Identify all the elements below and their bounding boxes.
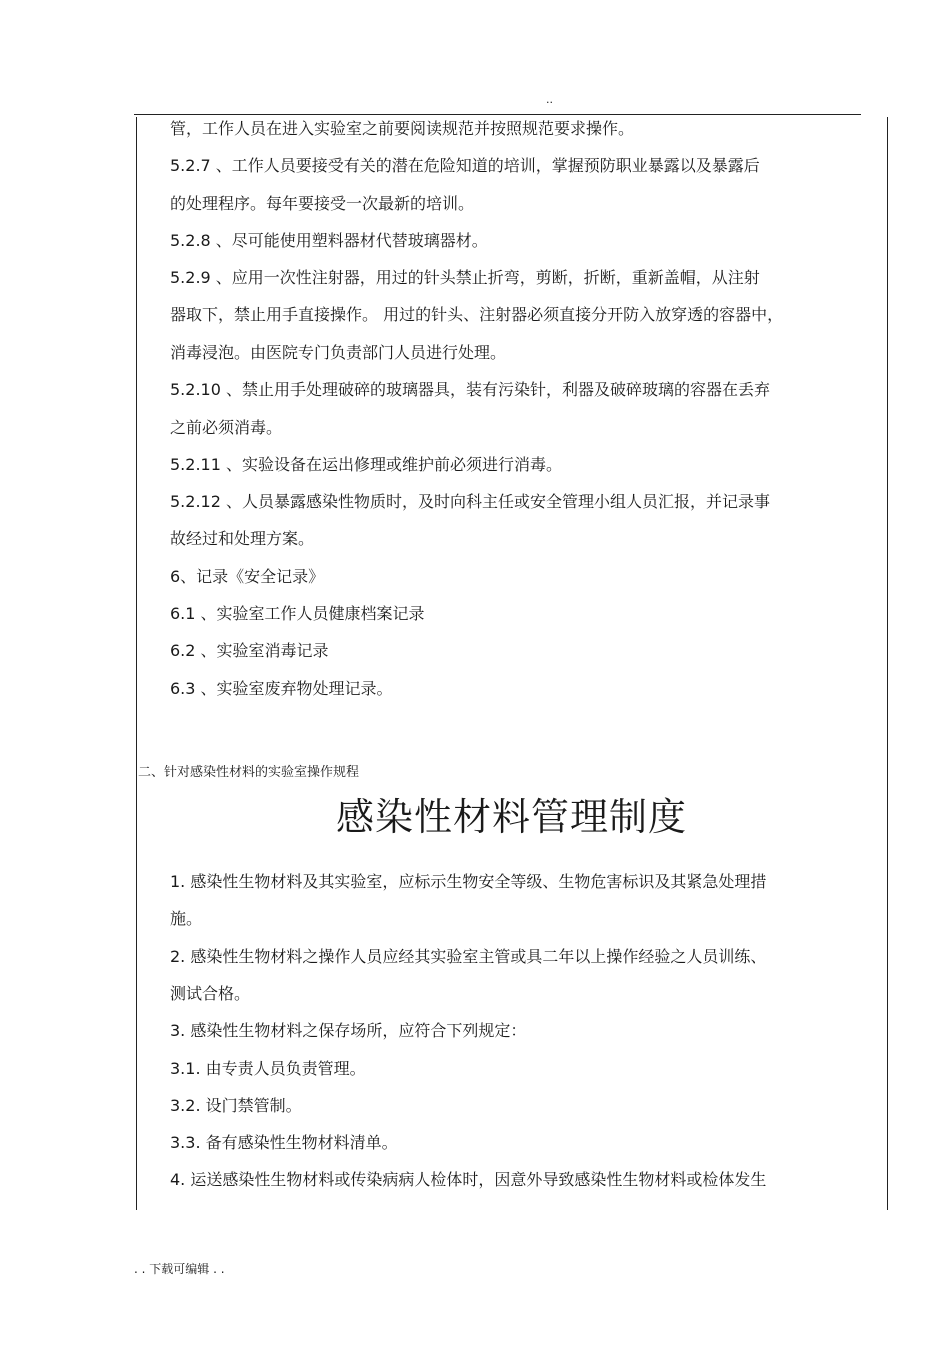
text-line: 6.2 、实验室消毒记录 [170,641,329,660]
text-line: 4. 运送感染性生物材料或传染病病人检体时，因意外导致感染性生物材料或检体发生 [170,1170,767,1189]
text-line: 6.1 、实验室工作人员健康档案记录 [170,604,425,623]
text-line: 5.2.7 、工作人员要接受有关的潜在危险知道的培训，掌握预防职业暴露以及暴露后 [170,156,760,175]
document-title: 感染性材料管理制度 [335,795,687,839]
text-line: 6.3 、实验室废弃物处理记录。 [170,679,393,698]
text-line: 的处理程序。每年要接受一次最新的培训。 [170,194,475,213]
text-line: 之前必须消毒。 [170,418,283,437]
table-border-right [887,117,888,1210]
text-line: 消毒浸泡。由医院专门负责部门人员进行处理。 [170,343,507,362]
text-line: 3. 感染性生物材料之保存场所，应符合下列规定： [170,1021,527,1040]
text-line: 1. 感染性生物材料及其实验室，应标示生物安全等级、生物危害标识及其紧急处理措 [170,872,767,891]
text-line: 器取下，禁止用手直接操作。 用过的针头、注射器必须直接分开防入放穿透的容器中， [170,305,784,324]
text-line: 5.2.8 、尽可能使用塑料器材代替玻璃器材。 [170,231,488,250]
section-heading: 二、针对感染性材料的实验室操作规程 [138,765,360,780]
text-line: 施。 [170,909,203,928]
text-line: 3.2. 设门禁管制。 [170,1096,302,1115]
top-rule [134,114,861,115]
text-line: 2. 感染性生物材料之操作人员应经其实验室主管或具二年以上操作经验之人员训练、 [170,947,767,966]
header-dots: .. [546,93,553,106]
text-line: 3.3. 备有感染性生物材料清单。 [170,1133,398,1152]
table-border-left [136,117,137,1210]
text-line: 故经过和处理方案。 [170,529,315,548]
text-line: 管，工作人员在进入实验室之前要阅读规范并按照规范要求操作。 [170,119,635,138]
text-line: 6、记录《安全记录》 [170,567,325,586]
text-line: 5.2.11 、实验设备在运出修理或维护前必须进行消毒。 [170,455,562,474]
text-line: 3.1. 由专责人员负责管理。 [170,1059,366,1078]
text-line: 5.2.9 、应用一次性注射器，用过的针头禁止折弯，剪断，折断，重新盖帽，从注射 [170,268,760,287]
footer-text: . . 下载可编辑 . . [134,1262,225,1276]
text-line: 测试合格。 [170,984,251,1003]
text-line: 5.2.12 、人员暴露感染性物质时，及时向科主任或安全管理小组人员汇报，并记录事 [170,492,770,511]
text-line: 5.2.10 、禁止用手处理破碎的玻璃器具，装有污染针，利器及破碎玻璃的容器在丢弃 [170,380,770,399]
